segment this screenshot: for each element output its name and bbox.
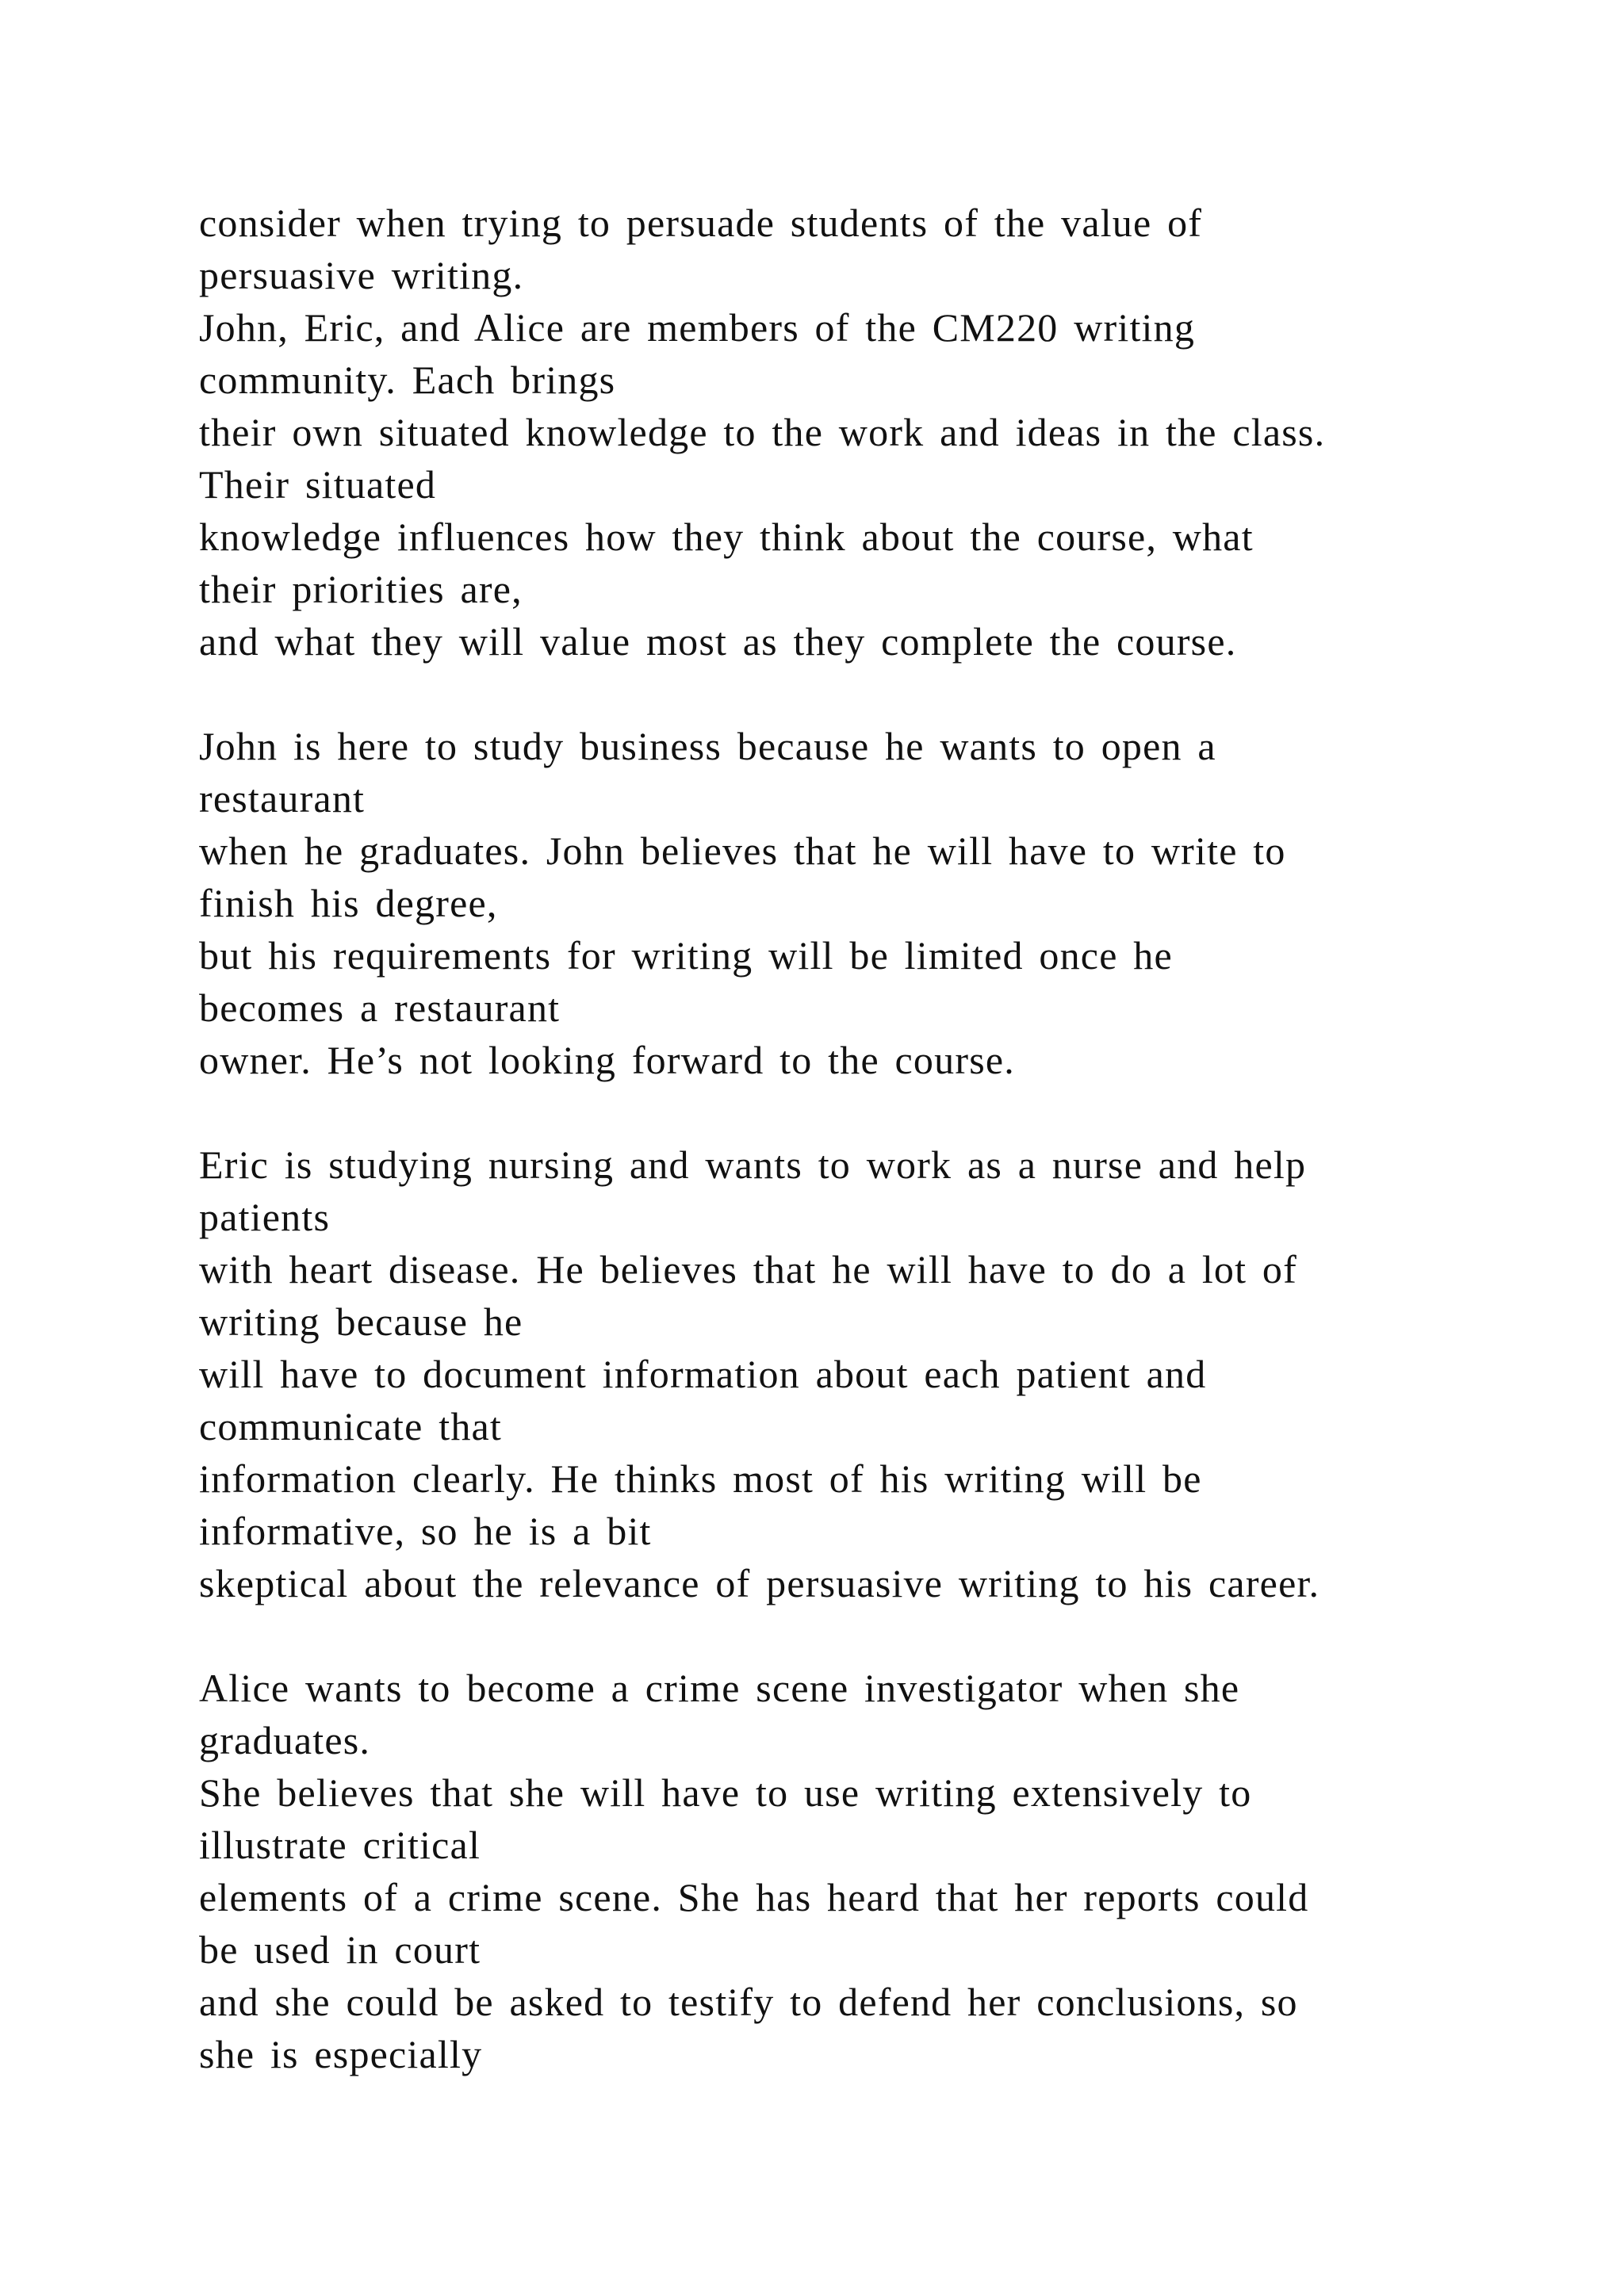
document-body [199,197,1515,2133]
text-line: elements of a crime scene. She has heard that her reports could [199,1875,1309,1919]
text-line: graduates. [199,1718,371,1762]
text-line: owner. He’s not looking forward to the course. [199,1038,1015,1082]
text-line: and she could be asked to testify to defend her conclusions, so [199,1980,1298,2024]
text-line: their priorities are, [199,567,523,611]
text-line: informative, so he is a bit [199,1509,652,1553]
paragraph-alice [199,1662,1515,2080]
text-line: be used in court [199,1927,481,1972]
text-line: skeptical about the relevance of persuasive writing to his career. [199,1561,1320,1605]
text-line: She believes that she will have to use writing extensively to [199,1770,1252,1815]
text-line: writing because he [199,1299,523,1344]
paragraph-eric [199,1138,1515,1609]
text-line: their own situated knowledge to the work and ideas in the class. [199,410,1326,454]
text-line: will have to document information about each patient and [199,1352,1207,1396]
text-line: John, Eric, and Alice are members of the CM220 writing [199,305,1196,350]
text-line: Their situated [199,462,437,507]
text-line: when he graduates. John believes that he will have to write to [199,828,1286,873]
text-line: illustrate critical [199,1823,481,1867]
text-line: patients [199,1195,331,1239]
text-line: and what they will value most as they complete the course. [199,619,1237,664]
text-line: Eric is studying nursing and wants to work as a nurse and help [199,1142,1307,1187]
text-line: with heart disease. He believes that he will have to do a lot of [199,1247,1297,1292]
text-line: but his requirements for writing will be limited once he [199,933,1173,978]
text-line: becomes a restaurant [199,985,561,1030]
text-line: finish his degree, [199,881,498,925]
text-line: knowledge influences how they think about the course, what [199,515,1254,559]
text-line: communicate that [199,1404,503,1448]
text-line: she is especially [199,2032,483,2076]
text-line: persuasive writing. [199,253,524,297]
text-line: Alice wants to become a crime scene investigator when she [199,1666,1240,1710]
text-line: information clearly. He thinks most of his writing will be [199,1456,1202,1501]
paragraph-john [199,720,1515,1086]
paragraph-intro [199,197,1515,668]
text-line: consider when trying to persuade students of the value of [199,201,1203,245]
text-line: community. Each brings [199,358,616,402]
text-line: restaurant [199,776,366,821]
text-line: John is here to study business because he wants to open a [199,724,1216,768]
